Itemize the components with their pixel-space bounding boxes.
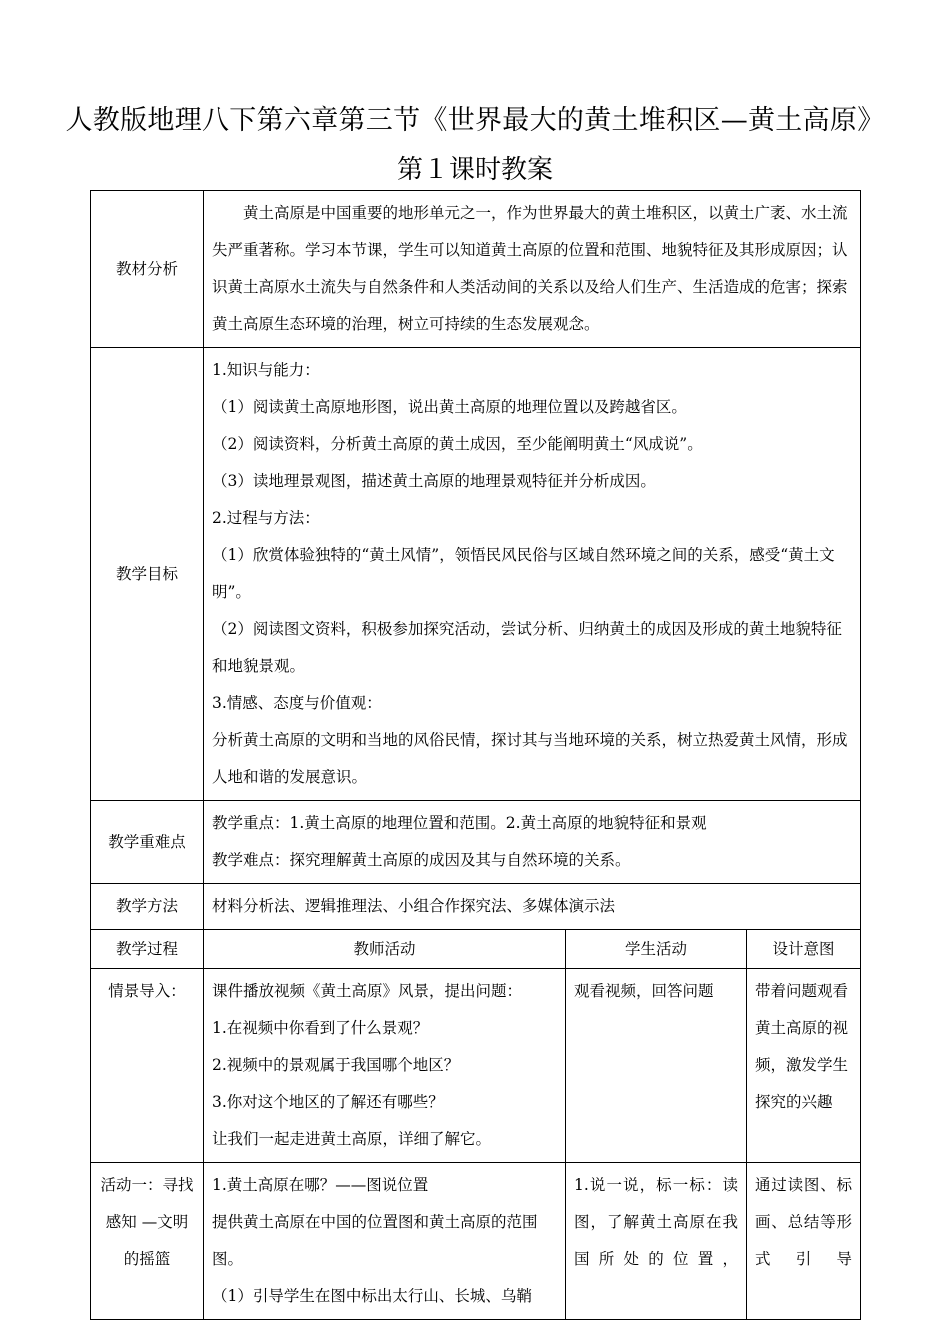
goals-line: （2）阅读图文资料，积极参加探究活动，尝试分析、归纳黄土的成因及形成的黄土地貌特征和地貌景观。 <box>212 620 842 675</box>
goals-line: （2）阅读资料，分析黄土高原的黄土成因，至少能阐明黄土“风成说”。 <box>212 435 703 453</box>
goals-label: 教学目标 <box>91 348 204 801</box>
header-stage: 教学过程 <box>91 930 204 969</box>
header-student: 学生活动 <box>566 930 747 969</box>
activity1-teacher-line: 1.黄土高原在哪？——图说位置 <box>212 1176 429 1194</box>
intro-teacher-line: 让我们一起走进黄土高原，详细了解它。 <box>212 1130 492 1148</box>
row-keypoints <box>91 801 861 884</box>
activity1-intent: 通过读图、标画、总结等形式引导 <box>747 1163 861 1320</box>
lesson-plan-table <box>90 190 861 1320</box>
row-activity1 <box>91 1163 861 1320</box>
goals-cell <box>204 348 861 801</box>
activity1-teacher-line: 提供黄土高原在中国的位置图和黄土高原的范围图。 <box>212 1213 538 1268</box>
activity1-teacher-line: （1）引导学生在图中标出太行山、长城、乌鞘 <box>212 1287 532 1305</box>
document-title: 人教版地理八下第六章第三节《世界最大的黄土堆积区—黄土高原》 <box>65 105 885 136</box>
keypoints-line: 教学难点：探究理解黄土高原的成因及其与自然环境的关系。 <box>212 851 631 869</box>
row-analysis <box>91 191 861 348</box>
intro-student: 观看视频，回答问题 <box>566 969 747 1163</box>
intro-stage: 情景导入： <box>91 969 204 1163</box>
intro-teacher-line: 课件播放视频《黄土高原》风景，提出问题： <box>212 982 523 1000</box>
goals-line: 2.过程与方法： <box>212 509 320 527</box>
intro-intent: 带着问题观看黄土高原的视频，激发学生探究的兴趣 <box>747 969 861 1163</box>
intro-teacher-line: 1.在视频中你看到了什么景观？ <box>212 1019 429 1037</box>
goals-line: 3.情感、态度与价值观： <box>212 694 382 712</box>
keypoints-line: 教学重点：1.黄土高原的地理位置和范围。2.黄土高原的地貌特征和景观 <box>212 814 707 832</box>
row-intro <box>91 969 861 1163</box>
intro-teacher-line: 2.视频中的景观属于我国哪个地区？ <box>212 1056 460 1074</box>
methods-label: 教学方法 <box>91 884 204 930</box>
activity1-stage: 活动一：寻找感知 —文明的摇篮 <box>91 1163 204 1320</box>
analysis-text: 黄土高原是中国重要的地形单元之一，作为世界最大的黄土堆积区，以黄土广袤、水土流失严重著称。学习本节课，学生可以知道黄土高原的位置和范围、地貌特征及其形成原因；认识黄土高原水土流失与自然条件和人类活动间的关系以及给人们生产、生活造成的危害；探索黄土高原生态环境的治理，树立可持续的生态发展观念。 <box>212 204 848 333</box>
document-subtitle: 第１课时教案 <box>396 155 553 185</box>
row-methods <box>91 884 861 930</box>
intro-teacher-line: 3.你对这个地区的了解还有哪些？ <box>212 1093 444 1111</box>
methods-text: 材料分析法、逻辑推理法、小组合作探究法、多媒体演示法 <box>204 884 861 930</box>
goals-line: 分析黄土高原的文明和当地的风俗民情，探讨其与当地环境的关系，树立热爱黄土风情，形成人地和谐的发展意识。 <box>212 731 848 786</box>
analysis-label: 教材分析 <box>91 191 204 348</box>
row-goals <box>91 348 861 801</box>
goals-line: （1）阅读黄土高原地形图，说出黄土高原的地理位置以及跨越省区。 <box>212 398 687 416</box>
goals-line: （1）欣赏体验独特的“黄土风情”，领悟民风民俗与区域自然环境之间的关系，感受“黄土文明”。 <box>212 546 835 601</box>
analysis-cell <box>204 191 861 348</box>
row-process-headers <box>91 930 861 969</box>
activity1-student: 1.说一说，标一标：读图，了解黄土高原在我国所处的位置， <box>566 1163 747 1320</box>
intro-teacher <box>204 969 566 1163</box>
lesson-plan-sheet <box>90 190 860 1305</box>
header-teacher: 教师活动 <box>204 930 566 969</box>
header-intent: 设计意图 <box>747 930 861 969</box>
keypoints-label: 教学重难点 <box>91 801 204 884</box>
activity1-teacher <box>204 1163 566 1320</box>
keypoints-cell <box>204 801 861 884</box>
goals-line: （3）读地理景观图，描述黄土高原的地理景观特征并分析成因。 <box>212 472 656 490</box>
goals-line: 1.知识与能力： <box>212 361 320 379</box>
